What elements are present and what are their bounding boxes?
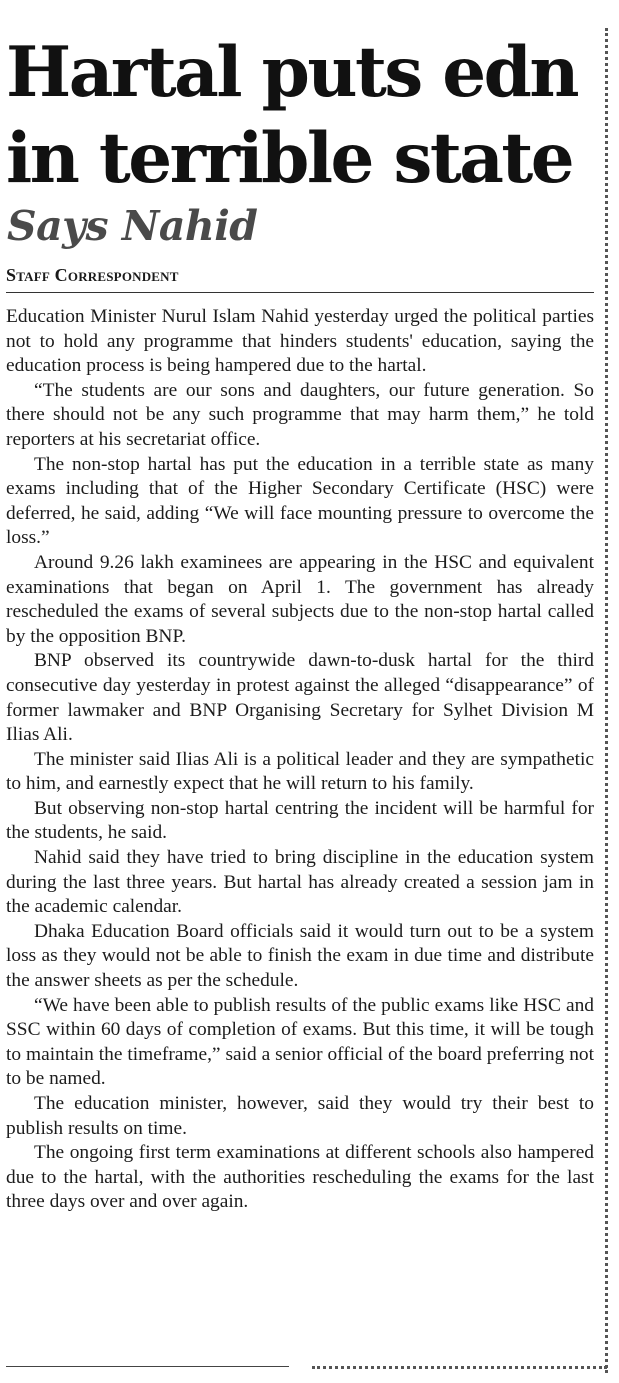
paragraph: “The students are our sons and daughters, our future generation. So there should not be any such programme that may harm them,” he told reporters at his secretariat office. (6, 379, 594, 450)
paragraph: The education minister, however, said they would try their best to publish results on time. (6, 1093, 594, 1139)
paragraph: The non-stop hartal has put the education in a terrible state as many exams including that of the Higher Secondary Certificate (HSC) were deferred, he said, adding “We will face mounting pressure to overcome the loss.” (6, 453, 594, 549)
paragraph: BNP observed its countrywide dawn-to-dusk hartal for the third consecutive day yesterday in protest against the alleged “disappearance” of former lawmaker and BNP Organising Secretary for Sylhet Division M Ilias Ali. (6, 650, 594, 746)
paragraph: Dhaka Education Board officials said it would turn out to be a system loss as they would not be able to finish the exam in due time and distribute the answer sheets as per the schedule. (6, 920, 594, 992)
column-dotted-divider (605, 28, 608, 1373)
paragraph: Nahid said they have tried to bring discipline in the education system during the last three years. But hartal has already created a session jam in the academic calendar. (6, 847, 594, 918)
headline (6, 30, 594, 202)
byline-divider (6, 292, 594, 293)
bottom-solid-rule (6, 1366, 289, 1367)
paragraph: “We have been able to publish results of the public exams like HSC and SSC within 60 days of completion of exams. But this time, it will be tough to maintain the timeframe,” said a senior official of the board preferring not to be named. (6, 994, 594, 1090)
paragraph: Education Minister Nurul Islam Nahid yesterday urged the political parties not to hold any programme that hinders students' education, saying the education process is being hampered due to the hartal. (6, 306, 594, 377)
news-article (6, 0, 594, 1215)
paragraph: But observing non-stop hartal centring the incident will be harmful for the students, he said. (6, 797, 594, 844)
paragraph: The minister said Ilias Ali is a political leader and they are sympathetic to him, and earnestly expect that he will return to his family. (6, 748, 594, 795)
headline-line-1: Hartal puts edn (6, 32, 578, 113)
paragraph: The ongoing first term examinations at different schools also hampered due to the hartal, with the authorities rescheduling the exams for the last three days over and over again. (6, 1142, 594, 1213)
headline-line-2: in terrible state (6, 118, 573, 199)
paragraph: Around 9.26 lakh examinees are appearing in the HSC and equivalent examinations that began on April 1. The government has already rescheduled the exams of several subjects due to the non-stop hartal called by the opposition BNP. (6, 551, 594, 647)
byline: Staff Correspondent (6, 265, 179, 285)
article-body (6, 305, 594, 1215)
subheadline: Says Nahid (7, 202, 258, 250)
bottom-dotted-rule (312, 1366, 607, 1369)
